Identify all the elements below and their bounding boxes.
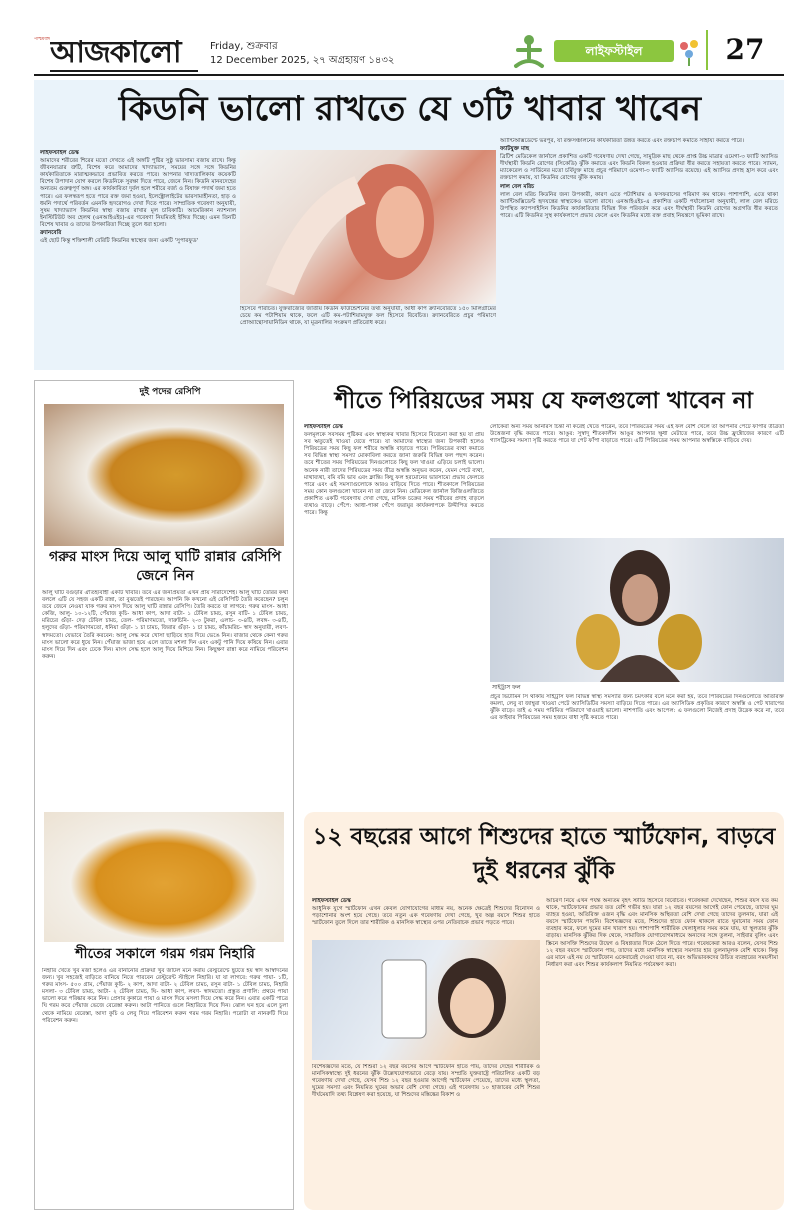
fruits-image-caption: সাইট্রাস ফল — [492, 685, 521, 691]
smartphone-col1a-text: আধুনিক যুগে স্মার্টফোন এখন কেবল যোগাযোগের মাধ্যম নয়, অনেক ক্ষেত্রেই শিশুদের বিনোদন ও পড়াশোনার অংশ হয়ে গেছে। তবে নতুন এক গবেষণায় দেখা গেছে, খুব অল্প বয়সে শিশুর হাতে স্মার্টফোন তুলে দিলে তার শারীরিক ও মানসিক স্বাস্থ্যের ওপর নেতিবাচক প্রভাব পড়তে পারে। — [312, 906, 540, 927]
issue-date — [210, 40, 430, 70]
masthead — [0, 0, 792, 76]
child-phone-photo — [312, 940, 540, 1060]
fruits-column-1 — [304, 424, 484, 804]
fruits-column-2a: লোকেরা অন্য সময় আনারস চিন্তা না করেই খেতে পারেন, তবে পিরিয়ডের সময় এই ফল বেশি খেলে তা আপনার পেটে ফাঁপার তীব্রতা উত্তেজনা বৃদ্ধি করতে পারে। আঙুর: সুস্বাদু শীতকালীন আঙুর আপনার ক্ষুধা মেটাতে পারে, তবে উচ্চ ফ্রুক্টোজের কারণে এটি গ্যাসট্রিকের সমস্যা সৃষ্টি করতে পারে যা পেট ফাঁপা বাড়াতে পারে। এটি পিরিয়ডের সময় আপনার অস্বস্তিকে বাড়িয়ে দেয়। — [490, 424, 784, 445]
kidney-column-3 — [500, 138, 778, 366]
fruits-column-2b: প্রচুর ভিটামিন সি থাকায় সাইট্রাস ফল বিভিন্ন স্বাস্থ্য সমস্যার জন্য চমৎকার বলে মনে করা হয়, তবে পিরিয়ডের দিনগুলোতে অতিরিক্ত কমলা, লেবু বা জাম্বুরা খাওয়া পেটে অ্যাসিডিটির সমস্যা বাড়িয়ে দিতে পারে। এর অ্যাসিডিক প্রকৃতির কারণে অস্বস্তি ও পেট খারাপের ঝুঁকি বাড়ে। তাই এ সময় পরিমিত পরিমাণে খাওয়াই ভালো। নাশপাতি এবং আপেল: এ ফলগুলো নিজেই প্রদাহ উদ্রেক করে না, তবে এর ফাইবার পিরিয়ডের সময় হজমে বাধা সৃষ্টি করতে পারে। — [490, 694, 784, 722]
recipe1-body: আলু ঘাটি বগুড়ার ঐতিহ্যবাহী একটি খাবার। তবে এর জনপ্রিয়তা এখন প্রায় সারাদেশেই। আলু ঘাটি তৈরির কথা বললে এটি যে সহজ একটি রান্না, তা বুঝতেই পারছেন। আপনি কি কখনো এই রেসিপিটি তৈরি করেছেন? চলুন তবে জেনে নেওয়া যাক গরুর মাংস দিয়ে আলু ঘাটি রান্নার রেসিপি। তৈরি করতে যা লাগবে: গরুর মাংস- আধা কেজি, আলু- ১০-১২টি, পেঁয়াজ কুচি- আধা কাপ, আদা বাটা- ১ টেবিল চামচ, রসুন বাটি- ১ টেবিল চামচ, মরিচের গুঁড়া- দেড় টেবিল চামচ, তেল- পরিমাণমতো, দারুচিনি- ২-৩ টুকরা, এলাচ- ৩-৪টি, লবঙ্গ- ৩-৪টি, হলুদের গুঁড়া- পরিমাণমতো, ধনিয়া গুঁড়া- ১ চা চামচ, জিরার গুঁড়া- ১ চা চামচ, কাঁচামরিচ- স্বাদ অনুযায়ী, লবণ- স্বাদমতো। যেভাবে তৈরি করবেন: আলু সেদ্ধ করে খোসা ছাড়িয়ে হাত দিয়ে ভেঙে নিন। বাজার থেকে কেনা গরুর মাংস ভালো করে ধুয়ে নিন। পেঁয়াজ ভাজা হয়ে এলে তাতে মশলা দিন এবং একটু পানি দিয়ে কষিয়ে নিন। এবার মাংস দিয়ে দিন এবং ঢেকে দিন। মাংস সেদ্ধ হলে আলু দিয়ে মিশিয়ে নিন। কিছুক্ষণ রান্না করে নামিয়ে পরিবেশন করুন। — [42, 590, 288, 660]
pineapple-photo — [490, 538, 784, 682]
fruits-headline[interactable]: শীতে পিরিয়ডের সময় যে ফলগুলো খাবেন না — [335, 388, 753, 414]
yoga-figure-icon — [506, 32, 552, 70]
masthead-rule — [34, 74, 784, 76]
alu-ghati-photo — [44, 404, 284, 546]
kidney-item2-head: ফ্যাটযুক্ত মাছ — [500, 146, 530, 153]
kidney-intro: আমাদের শরীরের শিরের মতো দেখতে এই অঙ্গটি পুষ্টির সুষ্ঠু ভারসাম্য বজায় রাখে। কিন্তু জীবনযাত্রার ত্রুটি, বিশেষ করে আমাদের খাদ্যাভ্যাস, সময়ের সঙ্গে সঙ্গে কিডনির কার্যকারিতাকে মারাত্মকভাবে প্রভাবিত করতে পারে। আপনার খাদ্যতালিকায় কয়েকটি বিশেষ উপাদান যোগ করলে কিডনিকে সুরক্ষা দিতে পারে, জেনে নিন। কিডনি মানবদেহের অন্যতম গুরুত্বপূর্ণ অঙ্গ। এর কার্যকারিতা দুর্বল হলে শরীরে বর্জ্য ও বিষাক্ত পদার্থ জমা হতে পারে। এর ফলস্বরূপ হতে পারে রক্ত জমা হওয়া, ইলেক্ট্রোলাইটের ভারসাম্যহীনতা, হাড় ও ধমনি পদার্থে পরিবর্তন এমনকি হৃদরোগও দেখা দিতে পারে। সাম্প্রতিক গবেষণা অনুযায়ী, সুষম খাদ্যাভ্যাস কিডনির স্বাস্থ্য বজায় রাখার মূল চাবিকাঠি। আমেরিকান ন্যাশনাল ইনস্টিটিউট অব হেলথ (এনআইএইচ)-এর গবেষণা নিয়মিতই ইঙ্গিত দিচ্ছে। এমন তিনটি বিশেষ খাবার ও তাদের উপকারিতা দিচ্ছে তুলে ধরা হলো। — [40, 158, 236, 228]
fruits-col1-text: ফলমূলকে সবসময় পুষ্টিকর এবং স্বাস্থ্যকর খাবার হিসেবে বিবেচনা করা হয় যা প্রায় সব ঋতুতেই খাওয়া যেতে পারে। যা আমাদের স্বাস্থ্যের জন্য উপকারী হলেও পিরিয়ডের সময় কিছু ফল শরীরে অস্বস্তি বাড়াতে পারে। পিরিয়ডের ব্যথা কমাতে সব বিভিন্ন স্বাস্থ্য সমস্যা মোকাবিলা করতে জানা জরুরি বিভিন্ন ফল পছন্দ করেন। তবে শীতের সময় পিরিয়ডের দিনগুলোতে কিছু ফল খাওয়া এড়িয়ে চলাই ভালো। অনেক নারী তাদের পিরিয়ডের সময় তীব্র অস্বস্তি অনুভব করেন, যেমন পেটে ব্যথা, মাথাব্যথা, বমি বমি ভাব এবং ক্লান্তি। কিছু ফল হরমোনের ভারসাম্যে প্রভাব ফেলতে পারে এবং এই সমস্যাগুলোকে আরও বাড়িয়ে দিতে পারে। শীতকালে পিরিয়ডের সময় কোন ফলগুলো খাবেন না তা জেনে নিন। মেডিকেল জার্নাল ফিজিওলজিতে প্রকাশিত একটি গবেষণায় দেখা গেছে, মাসিক চক্রের সময় শরীরের প্রদাহ বাড়লে ব্যথাও বাড়ে। পেঁপে: আধা-পাকা পেঁপে জরায়ুর কার্যকলাপকে উদ্দীপিত করতে পারে। কিন্তু — [304, 432, 484, 517]
nihari-photo — [44, 812, 284, 942]
kidney-caption: হিসেবে পরিচিত। যুক্তরাজ্যের জাতীয় কিডনি ফাউন্ডেশনের তথ্য অনুযায়ী, আধা কাপ ক্র্যানবেরিতে ১৫০ মিলিগ্রামের চেয়ে কম পটাশিয়াম থাকে, ফলে এটি কম-পটাশিয়ামযুক্ত ফল হিসেবে বিবেচিত। ক্র্যানবেরিতে প্রচুর পরিমাণে প্রোঅ্যান্থোসায়ানিডিন থাকে, যা মূত্রনালির সংক্রমণ প্রতিরোধ করে। — [240, 306, 496, 327]
fruits-byline: লাইফস্টাইল ডেস্ক — [304, 424, 343, 430]
issue-day: Friday, শুক্রবার — [210, 41, 278, 52]
newspaper-logo[interactable]: আজকালো — [50, 34, 198, 72]
logo-tag: পশ্চিমবঙ্গ — [34, 37, 50, 42]
kidney-item2-text: ব্রিটিশ মেডিকেল জার্নালে প্রকাশিত একটি গবেষণায় দেখা গেছে, সামুদ্রিক মাছ থেকে প্রাপ্ত উচ্চ মাত্রার ওমেগা-৩ ফ্যাটি অ্যাসিড দীর্ঘস্থায়ী কিডনি রোগের (সিকেডি) ঝুঁকি কমাতে এবং কিডনি বিকল হওয়ার প্রক্রিয়া ধীর করতে সহায়তা করতে পারে। স্যামন, ম্যাকেরেল ও সার্ডিনের মতো চর্বিযুক্ত মাছে প্রচুর পরিমাণে ওমেগা-৩ ফ্যাটি অ্যাসিড রয়েছে। এই অ্যাসিড প্রদাহ হ্রাস করে এবং রক্তচাপ কমায়, যা কিডনির রোগের ঝুঁকি কমায়। — [500, 154, 778, 182]
kidney-item1-head: ক্র্যানবেরি — [40, 230, 62, 237]
kidney-item1-text: এই ছোট কিন্তু শক্তিশালী বেরিটি কিডনির স্বাস্থ্যের জন্য একটি 'সুপারফুড' — [40, 238, 199, 245]
recipe1-title[interactable]: গরুর মাংস দিয়ে আলু ঘাটি রান্নার রেসিপি জেনে নিন — [49, 549, 281, 584]
smartphone-column-1b: বিশেষজ্ঞদের মতে, যে শিশুরা ১২ বছর বয়সের আগে স্মার্টফোন হাতে পায়, তাদের দেহের শারীরিক ও মানসিকস্বাস্থ্যে দুই ধরনের ঝুঁকি উল্লেখযোগ্যভাবে বেড়ে যায়। সম্প্রতি যুক্তরাষ্ট্রে পরিচালিত একটি বড় গবেষণায় দেখা গেছে, যেসব শিশু ১২ বছর হওয়ার আগেই স্মার্টফোন পেয়েছে, তাদের মধ্যে স্থূলতা, ঘুমের সমস্যা এবং নিয়মিত ঘুমের অভাব বেশি দেখা গেছে। এই গবেষণায় ১০ হাজারের বেশি শিশুর দীর্ঘমেয়াদি তথ্য বিশ্লেষণ করা হয়েছে, যা শিশুদের মস্তিষ্কের বিকাশ ও — [312, 1064, 540, 1099]
smartphone-byline: লাইফস্টাইল ডেস্ক — [312, 898, 351, 904]
recipe2-title[interactable]: শীতের সকালে গরম গরম নিহারি — [75, 946, 255, 962]
smartphone-headline[interactable]: ১২ বছরের আগে শিশুদের হাতে স্মার্টফোন, বাড়বে দুই ধরনের ঝুঁকি — [312, 824, 776, 884]
section-name: লাইফস্টাইল — [554, 40, 674, 62]
recipe2-body: নিহারি খেতে খুব মজা হলেও এর বানানোর প্রক্রিয়া খুব জটিল মনে করায় রেস্টুরেন্টে ছুটতে হয় স্বাদ আস্বাদনের জন্য। খুব সহজেই বাড়িতে বানিয়ে নিতে পারবেন রেস্টুরেন্ট স্টাইলে নিহারি। যা যা লাগবে: গরুর পায়া- ১টি, গরুর মাংস- ৫০০ গ্রাম, পেঁয়াজ কুচি- ২ কাপ, আদা বাটা- ২ টেবিল চামচ, রসুন বাটা- ১ টেবিল চামচ, নিহারি মসলা- ৩ টেবিল চামচ, আটা- ২ টেবিল চামচ, ঘি- আধা কাপ, লবণ- স্বাদমতো। প্রস্তুত প্রণালি: প্রথমে পায়া ভালো করে পরিষ্কার করে নিন। প্রেসার কুকারে পায়া ও মাংস দিয়ে মসলা দিয়ে সেদ্ধ করে নিন। এবার একটি পাত্রে ঘি গরম করে পেঁয়াজ ভেজে বেরেস্তা করুন। আটা পানিতে গুলে নিহারিতে দিয়ে দিন। ঝোল ঘন হয়ে এলে চুলা থেকে নামিয়ে বেরেস্তা, আদা কুচি ও লেবু দিয়ে পরিবেশন করুন গরম গরম নিহারি। পরোটা বা নানরুটি দিয়ে পরিবেশন করুন। — [42, 968, 288, 1024]
recipes-section-head: দুই পদের রেসিপি — [139, 387, 201, 397]
page-number: 27 — [706, 30, 782, 70]
flower-icon — [676, 36, 702, 66]
kidney-item3-head: লাল বেল মরিচ — [500, 183, 535, 190]
issue-full-date: 12 December 2025, ২৭ অগ্রহায়ণ ১৪৩২ — [210, 55, 395, 66]
kidney-photo — [240, 150, 496, 304]
section-banner — [506, 32, 702, 70]
kidney-headline[interactable]: কিডনি ভালো রাখতে যে ৩টি খাবার খাবেন — [118, 89, 702, 129]
kidney-item3-text: লাল বেল মরিচ কিডনির জন্য উপকারী, কারণ এতে পটাশিয়াম ও ফসফরাসের পরিমাণ কম থাকে। পাশাপাশি, এতে থাকা অ্যান্টিঅক্সিডেন্ট হৃদযন্ত্রের স্বাস্থ্যকেও ভালো রাখে। এনআইএইচ-এ প্রকাশিত একটি পর্যালোচনা অনুযায়ী, লাল বেল মরিচে উপস্থিত ক্যাপসাইসিন কিডনির কার্যকারিতার বিভিন্ন দিক পরিবর্তন করে এবং দীর্ঘস্থায়ী কিডনি রোগের অগ্রগতি ধীর করতে পারে। এটি কিডনির সুস্থ কার্যকলাপে প্রভাব ফেলে এবং কিডনির মধ্যে রক্ত প্রবাহ নিয়ন্ত্রণে ভূমিকা রাখে। — [500, 191, 778, 219]
kidney-byline: লাইফস্টাইল ডেস্ক — [40, 150, 79, 156]
kidney-column-1 — [40, 150, 236, 364]
smartphone-column-2: আচরণ নিয়ে এখন পর্যন্ত অন্যতম বৃহৎ স্টাডি হিসেবে বিবেচিত। গবেষকরা দেখেছেন, শিশুর বয়স যত কম থাকে, স্মার্টফোনের প্রভাব তত বেশি গভীর হয়। যারা ১২ বছর বয়সের আগেই ফোন পেয়েছে, তাদের ঘুম ব্যাহত হওয়া, অতিরিক্ত ওজন বৃদ্ধি এবং মানসিক অস্থিরতা বেশি দেখা গেছে তাদের তুলনায়, যারা এই বয়সে স্মার্টফোন পায়নি। বিশেষজ্ঞদের মতে, শিশুদের হাতে ফোন থাকলে রাতে ঘুমানোর সময় ফোন ব্যবহার করে, ফলে ঘুমের মান খারাপ হয়। পাশাপাশি শারীরিক খেলাধুলার সময় কমে যায়, যা স্থূলতার ঝুঁকি বাড়ায়। মানসিক ঝুঁকির দিক থেকে, সামাজিক যোগাযোগমাধ্যমে অন্যদের সঙ্গে তুলনা, সাইবার বুলিং এবং স্ক্রিনে আসক্তি শিশুদের উদ্বেগ ও বিষণ্ণতার দিকে ঠেলে দিতে পারে। গবেষকেরা আরও বলেন, যেসব শিশু ১২ বছর বয়সে স্মার্টফোন পায়, তাদের মধ্যে মানসিক স্বাস্থ্যের সমস্যার হার তুলনামূলক বেশি থাকে। কিন্তু এর মানে এই নয় যে স্মার্টফোন একেবারেই দেওয়া যাবে না, বরং অভিভাবকদের উচিত ব্যবহারের সময়সীমা নির্ধারণ করা এবং শিশুর কার্যকলাপ নিয়মিত পর্যবেক্ষণ করা। — [546, 898, 778, 968]
kidney-col3-text: অ্যান্টিঅক্সিডেন্টে ভরপুর, যা রক্তসঞ্চালনের কার্যকারিতা উন্নত করতে এবং রক্তচাপ কমাতে সাহায্য করতে পারে। — [500, 138, 744, 144]
